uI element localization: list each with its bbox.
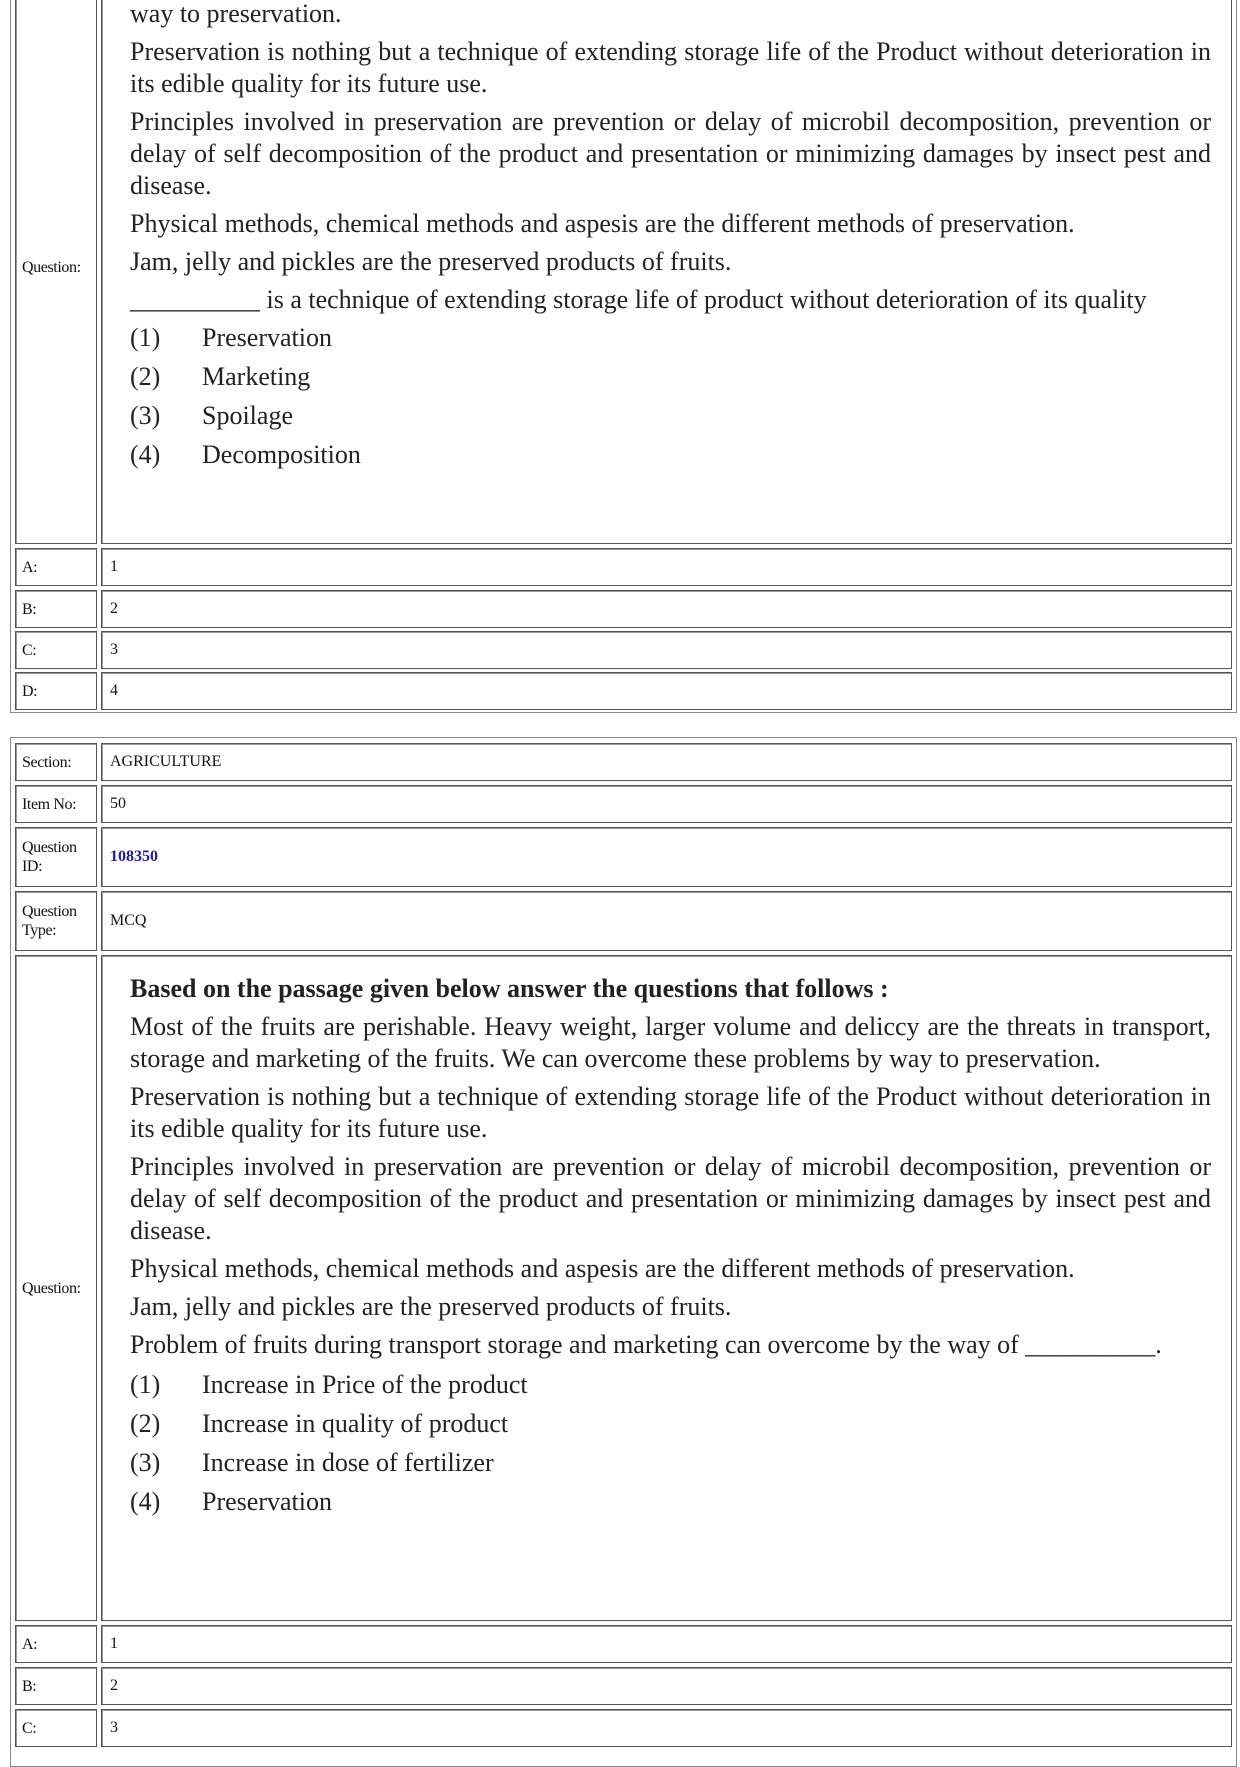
option-text: Preservation: [202, 1487, 332, 1516]
option-4: [130, 439, 1211, 471]
question-id-label: Question ID:: [15, 827, 97, 887]
section-row: [15, 743, 1232, 781]
section-value: AGRICULTURE: [101, 743, 1232, 781]
option-number: (1): [130, 323, 161, 352]
option-number: (2): [130, 1409, 161, 1438]
option-2: [130, 1408, 1211, 1440]
question-text: Problem of fruits during transport storage and marketing can overcome by the way of __________.: [130, 1330, 1162, 1359]
passage-paragraph-2: Preservation is nothing but a technique of extending storage life of the Product without deterioration in its edible quality for its future use.: [130, 1082, 1211, 1143]
answer-value: 2: [101, 1667, 1232, 1705]
question-type-value: MCQ: [101, 891, 1232, 951]
answer-value: 4: [101, 672, 1232, 710]
option-number: (1): [130, 1370, 161, 1399]
question-row: [15, 955, 1232, 1621]
answer-label: B:: [15, 1667, 97, 1705]
answer-label: B:: [15, 590, 97, 628]
question-passage: [110, 956, 1231, 1518]
question-content: [101, 955, 1232, 1621]
answer-row-a: [15, 1625, 1232, 1663]
question-label: Question:: [15, 955, 97, 1621]
question-id-cell: [101, 827, 1232, 887]
question-type-label: Question Type:: [15, 891, 97, 951]
answer-value: 3: [101, 1709, 1232, 1747]
answer-label: A:: [15, 548, 97, 586]
passage-paragraph-5: Jam, jelly and pickles are the preserved products of fruits.: [130, 247, 732, 276]
option-4: [130, 1486, 1211, 1518]
answer-label: A:: [15, 1625, 97, 1663]
passage-paragraph-3: Principles involved in preservation are prevention or delay of microbil decomposition, prevention or delay of self decomposition of the product and presentation or minimizing damages by insect pest and disease.: [130, 107, 1211, 200]
option-number: (3): [130, 1448, 161, 1477]
option-text: Increase in quality of product: [202, 1409, 509, 1438]
passage-paragraph-2: Preservation is nothing but a technique of extending storage life of the Product without deterioration in its edible quality for its future use.: [130, 37, 1211, 98]
answer-row-c: [15, 631, 1232, 669]
question-type-row: [15, 891, 1232, 951]
item-number-value: 50: [101, 785, 1232, 823]
question-text: __________ is a technique of extending storage life of product without deterioration of its quality: [130, 285, 1147, 314]
passage-heading: Based on the passage given below answer the questions that follows :: [130, 974, 889, 1003]
passage-paragraph-1: Most of the fruits are perishable. Heavy weight, larger volume and deliccy are the threats in transport, storage and marketing of the fruits. We can overcome these problems by way to preservation.: [130, 1012, 1211, 1073]
answer-row-d: [15, 672, 1232, 710]
answer-row-b: [15, 590, 1232, 628]
question-content: [101, 0, 1232, 544]
option-3: [130, 1447, 1211, 1479]
passage-tail: way to preservation.: [130, 0, 342, 28]
option-number: (3): [130, 401, 161, 430]
section-label: Section:: [15, 743, 97, 781]
answer-label: C:: [15, 631, 97, 669]
option-number: (4): [130, 1487, 161, 1516]
question-id-value: 108350: [110, 848, 158, 865]
passage-paragraph-5: Jam, jelly and pickles are the preserved products of fruits.: [130, 1292, 732, 1321]
question-passage: [110, 0, 1231, 471]
question-row: [15, 0, 1232, 544]
option-text: Decomposition: [202, 440, 361, 469]
answer-label: D:: [15, 672, 97, 710]
option-text: Increase in Price of the product: [202, 1370, 528, 1399]
item-number-label: Item No:: [15, 785, 97, 823]
option-text: Increase in dose of fertilizer: [202, 1448, 494, 1477]
answer-row-b: [15, 1667, 1232, 1705]
question-block-50: [10, 737, 1237, 1767]
question-block-49: [10, 0, 1237, 713]
answer-label: C:: [15, 1709, 97, 1747]
answer-row-c: [15, 1709, 1232, 1747]
answer-value: 1: [101, 1625, 1232, 1663]
option-text: Preservation: [202, 323, 332, 352]
passage-paragraph-4: Physical methods, chemical methods and aspesis are the different methods of preservation.: [130, 209, 1075, 238]
option-number: (4): [130, 440, 161, 469]
option-text: Spoilage: [202, 401, 293, 430]
answer-value: 3: [101, 631, 1232, 669]
option-number: (2): [130, 362, 161, 391]
answer-row-a: [15, 548, 1232, 586]
passage-paragraph-4: Physical methods, chemical methods and aspesis are the different methods of preservation.: [130, 1254, 1075, 1283]
answer-value: 1: [101, 548, 1232, 586]
question-id-row: [15, 827, 1232, 887]
option-text: Marketing: [202, 362, 311, 391]
option-1: [130, 1369, 1211, 1401]
question-label: Question:: [15, 0, 97, 544]
option-2: [130, 361, 1211, 393]
option-3: [130, 400, 1211, 432]
item-number-row: [15, 785, 1232, 823]
option-1: [130, 322, 1211, 354]
answer-value: 2: [101, 590, 1232, 628]
passage-paragraph-3: Principles involved in preservation are prevention or delay of microbil decomposition, prevention or delay of self decomposition of the product and presentation or minimizing damages by insect pest and disease.: [130, 1152, 1211, 1245]
